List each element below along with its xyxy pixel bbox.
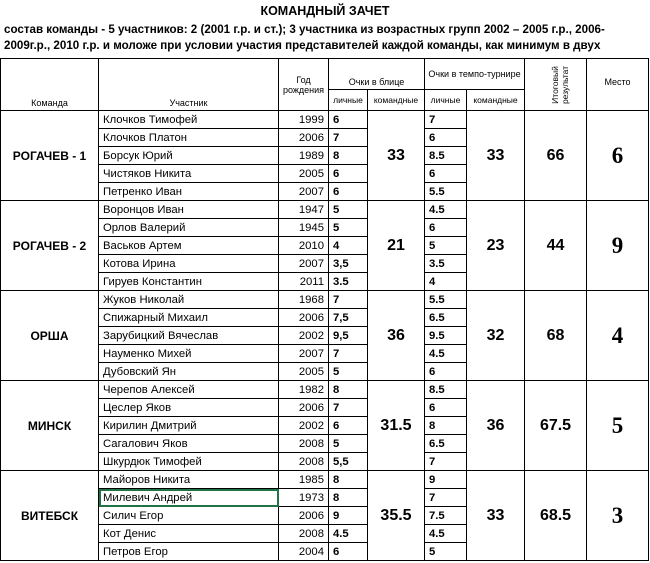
place-cell[interactable]: 4 <box>587 291 649 381</box>
birth-year-cell[interactable]: 2007 <box>279 345 329 363</box>
participant-cell[interactable]: Черепов Алексей <box>99 381 279 399</box>
participant-cell[interactable]: Клочков Тимофей <box>99 111 279 129</box>
tempo-team-cell[interactable]: 36 <box>467 381 525 471</box>
participant-cell[interactable]: Петренко Иван <box>99 183 279 201</box>
participant-cell[interactable]: Цеслер Яков <box>99 399 279 417</box>
birth-year-cell[interactable]: 2006 <box>279 309 329 327</box>
tempo-team-cell[interactable]: 32 <box>467 291 525 381</box>
participant-cell[interactable]: Кот Денис <box>99 525 279 543</box>
participant-cell[interactable]: Петров Егор <box>99 543 279 561</box>
tempo-personal-cell[interactable]: 8.5 <box>425 147 467 165</box>
team-name-cell[interactable]: ОРША <box>1 291 99 381</box>
blitz-personal-cell[interactable]: 5,5 <box>329 453 368 471</box>
header-tempo-personal[interactable]: личные <box>425 90 467 111</box>
header-place[interactable]: Место <box>587 59 649 111</box>
birth-year-cell[interactable]: 1985 <box>279 471 329 489</box>
tempo-personal-cell[interactable]: 7 <box>425 453 467 471</box>
participant-cell[interactable]: Сагалович Яков <box>99 435 279 453</box>
blitz-personal-cell[interactable]: 7 <box>329 291 368 309</box>
birth-year-cell[interactable]: 2006 <box>279 129 329 147</box>
tempo-personal-cell[interactable]: 7 <box>425 489 467 507</box>
blitz-personal-cell[interactable]: 8 <box>329 381 368 399</box>
tempo-personal-cell[interactable]: 5 <box>425 543 467 561</box>
birth-year-cell[interactable]: 2006 <box>279 399 329 417</box>
team-name-cell[interactable]: РОГАЧЕВ - 2 <box>1 201 99 291</box>
tempo-team-cell[interactable]: 33 <box>467 471 525 561</box>
total-cell[interactable]: 66 <box>525 111 587 201</box>
blitz-personal-cell[interactable]: 5 <box>329 201 368 219</box>
tempo-personal-cell[interactable]: 8 <box>425 417 467 435</box>
tempo-personal-cell[interactable]: 6 <box>425 165 467 183</box>
tempo-team-cell[interactable]: 23 <box>467 201 525 291</box>
tempo-personal-cell[interactable]: 5 <box>425 237 467 255</box>
header-tempo[interactable]: Очки в темпо-турнире <box>425 59 525 90</box>
place-cell[interactable]: 6 <box>587 111 649 201</box>
tempo-personal-cell[interactable]: 6 <box>425 363 467 381</box>
tempo-personal-cell[interactable]: 3.5 <box>425 255 467 273</box>
blitz-personal-cell[interactable]: 6 <box>329 543 368 561</box>
participant-cell[interactable]: Майоров Никита <box>99 471 279 489</box>
tempo-personal-cell[interactable]: 7.5 <box>425 507 467 525</box>
birth-year-cell[interactable]: 2007 <box>279 183 329 201</box>
participant-cell[interactable]: Чистяков Никита <box>99 165 279 183</box>
tempo-personal-cell[interactable]: 6.5 <box>425 309 467 327</box>
birth-year-cell[interactable]: 1973 <box>279 489 329 507</box>
birth-year-cell[interactable]: 1982 <box>279 381 329 399</box>
blitz-team-cell[interactable]: 35.5 <box>368 471 425 561</box>
blitz-personal-cell[interactable]: 5 <box>329 435 368 453</box>
blitz-personal-cell[interactable]: 7 <box>329 129 368 147</box>
tempo-personal-cell[interactable]: 9 <box>425 471 467 489</box>
tempo-personal-cell[interactable]: 4.5 <box>425 345 467 363</box>
birth-year-cell[interactable]: 2002 <box>279 327 329 345</box>
participant-cell[interactable]: Науменко Михей <box>99 345 279 363</box>
birth-year-cell[interactable]: 1968 <box>279 291 329 309</box>
team-rules-subtitle: состав команды - 5 участников: 2 (2001 г.р. и ст.); 3 участника из возрастных групп 2002 – 2005 г.р., 2006-2009г.р., 2010 г.р. и моложе при условии участия представителей каждой команды, как минимум в двух <box>4 23 605 52</box>
blitz-personal-cell[interactable]: 3,5 <box>329 255 368 273</box>
place-cell[interactable]: 5 <box>587 381 649 471</box>
tempo-personal-cell[interactable]: 7 <box>425 111 467 129</box>
tempo-personal-cell[interactable]: 4.5 <box>425 201 467 219</box>
participant-cell[interactable]: Орлов Валерий <box>99 219 279 237</box>
participant-cell[interactable]: Силич Егор <box>99 507 279 525</box>
header-birth-year[interactable]: Год рождения <box>279 59 329 111</box>
participant-cell[interactable]: Шкурдюк Тимофей <box>99 453 279 471</box>
blitz-personal-cell[interactable]: 8 <box>329 147 368 165</box>
blitz-team-cell[interactable]: 36 <box>368 291 425 381</box>
header-participant[interactable]: Участник <box>99 59 279 111</box>
blitz-personal-cell[interactable]: 6 <box>329 165 368 183</box>
blitz-personal-cell[interactable]: 7,5 <box>329 309 368 327</box>
blitz-personal-cell[interactable]: 8 <box>329 489 368 507</box>
birth-year-cell[interactable]: 2002 <box>279 417 329 435</box>
participant-cell[interactable]: Жуков Николай <box>99 291 279 309</box>
birth-year-cell[interactable]: 1947 <box>279 201 329 219</box>
birth-year-cell[interactable]: 2004 <box>279 543 329 561</box>
total-cell[interactable]: 68.5 <box>525 471 587 561</box>
header-blitz[interactable]: Очки в блице <box>329 59 425 90</box>
table-row <box>1 381 649 399</box>
tempo-personal-cell[interactable]: 4.5 <box>425 525 467 543</box>
blitz-team-cell[interactable]: 33 <box>368 111 425 201</box>
birth-year-cell[interactable]: 2005 <box>279 363 329 381</box>
blitz-personal-cell[interactable]: 5 <box>329 363 368 381</box>
participant-cell[interactable]: Васьков Артем <box>99 237 279 255</box>
birth-year-cell[interactable]: 2010 <box>279 237 329 255</box>
blitz-personal-cell[interactable]: 6 <box>329 417 368 435</box>
table-row <box>1 471 649 489</box>
blitz-personal-cell[interactable]: 8 <box>329 471 368 489</box>
tempo-personal-cell[interactable]: 5.5 <box>425 183 467 201</box>
blitz-personal-cell[interactable]: 4.5 <box>329 525 368 543</box>
tempo-personal-cell[interactable]: 5.5 <box>425 291 467 309</box>
team-name-cell[interactable]: ВИТЕБСК <box>1 471 99 561</box>
birth-year-cell[interactable]: 2006 <box>279 507 329 525</box>
header-tempo-team[interactable]: командные <box>467 90 525 111</box>
team-name-cell[interactable]: МИНСК <box>1 381 99 471</box>
blitz-team-cell[interactable]: 31.5 <box>368 381 425 471</box>
header-blitz-personal[interactable]: личные <box>329 90 368 111</box>
blitz-personal-cell[interactable]: 3.5 <box>329 273 368 291</box>
birth-year-cell[interactable]: 1945 <box>279 219 329 237</box>
table-row <box>1 291 649 309</box>
birth-year-cell[interactable]: 2008 <box>279 453 329 471</box>
blitz-personal-cell[interactable]: 9,5 <box>329 327 368 345</box>
blitz-team-cell[interactable]: 21 <box>368 201 425 291</box>
header-blitz-team[interactable]: командные <box>368 90 425 111</box>
participant-cell[interactable]: Гируев Константин <box>99 273 279 291</box>
tempo-personal-cell[interactable]: 6 <box>425 129 467 147</box>
blitz-personal-cell[interactable]: 6 <box>329 111 368 129</box>
place-cell[interactable]: 3 <box>587 471 649 561</box>
birth-year-cell[interactable]: 2011 <box>279 273 329 291</box>
participant-cell[interactable]: Борсук Юрий <box>99 147 279 165</box>
sheet-title: КОМАНДНЫЙ ЗАЧЕТ <box>260 4 390 18</box>
total-cell[interactable]: 44 <box>525 201 587 291</box>
participant-cell[interactable]: Кирилин Дмитрий <box>99 417 279 435</box>
tempo-team-cell[interactable]: 33 <box>467 111 525 201</box>
birth-year-cell[interactable]: 2007 <box>279 255 329 273</box>
tempo-personal-cell[interactable]: 6.5 <box>425 435 467 453</box>
birth-year-cell[interactable]: 2008 <box>279 435 329 453</box>
blitz-personal-cell[interactable]: 5 <box>329 219 368 237</box>
tempo-personal-cell[interactable]: 6 <box>425 399 467 417</box>
header-team[interactable]: Команда <box>1 59 99 111</box>
birth-year-cell[interactable]: 2005 <box>279 165 329 183</box>
blitz-personal-cell[interactable]: 7 <box>329 345 368 363</box>
total-cell[interactable]: 67.5 <box>525 381 587 471</box>
participant-cell[interactable]: Клочков Платон <box>99 129 279 147</box>
participant-cell[interactable]: Спижарный Михаил <box>99 309 279 327</box>
participant-cell[interactable]: Дубовский Ян <box>99 363 279 381</box>
participant-cell[interactable]: Зарубицкий Вячеслав <box>99 327 279 345</box>
tempo-personal-cell[interactable]: 4 <box>425 273 467 291</box>
header-total[interactable] <box>525 59 587 111</box>
team-results-table <box>0 58 649 561</box>
participant-cell[interactable]: Воронцов Иван <box>99 201 279 219</box>
header-total-label: Итоговый результат <box>550 65 571 104</box>
blitz-personal-cell[interactable]: 9 <box>329 507 368 525</box>
tempo-personal-cell[interactable]: 9.5 <box>425 327 467 345</box>
blitz-personal-cell[interactable]: 4 <box>329 237 368 255</box>
selected-participant-cell[interactable]: Милевич Андрей <box>99 489 279 507</box>
table-row <box>1 111 649 129</box>
participant-cell[interactable]: Котова Ирина <box>99 255 279 273</box>
birth-year-cell[interactable]: 1999 <box>279 111 329 129</box>
table-row <box>1 201 649 219</box>
tempo-personal-cell[interactable]: 6 <box>425 219 467 237</box>
birth-year-cell[interactable]: 2008 <box>279 525 329 543</box>
total-cell[interactable]: 68 <box>525 291 587 381</box>
blitz-personal-cell[interactable]: 7 <box>329 399 368 417</box>
birth-year-cell[interactable]: 1989 <box>279 147 329 165</box>
blitz-personal-cell[interactable]: 6 <box>329 183 368 201</box>
team-name-cell[interactable]: РОГАЧЕВ - 1 <box>1 111 99 201</box>
tempo-personal-cell[interactable]: 8.5 <box>425 381 467 399</box>
place-cell[interactable]: 9 <box>587 201 649 291</box>
